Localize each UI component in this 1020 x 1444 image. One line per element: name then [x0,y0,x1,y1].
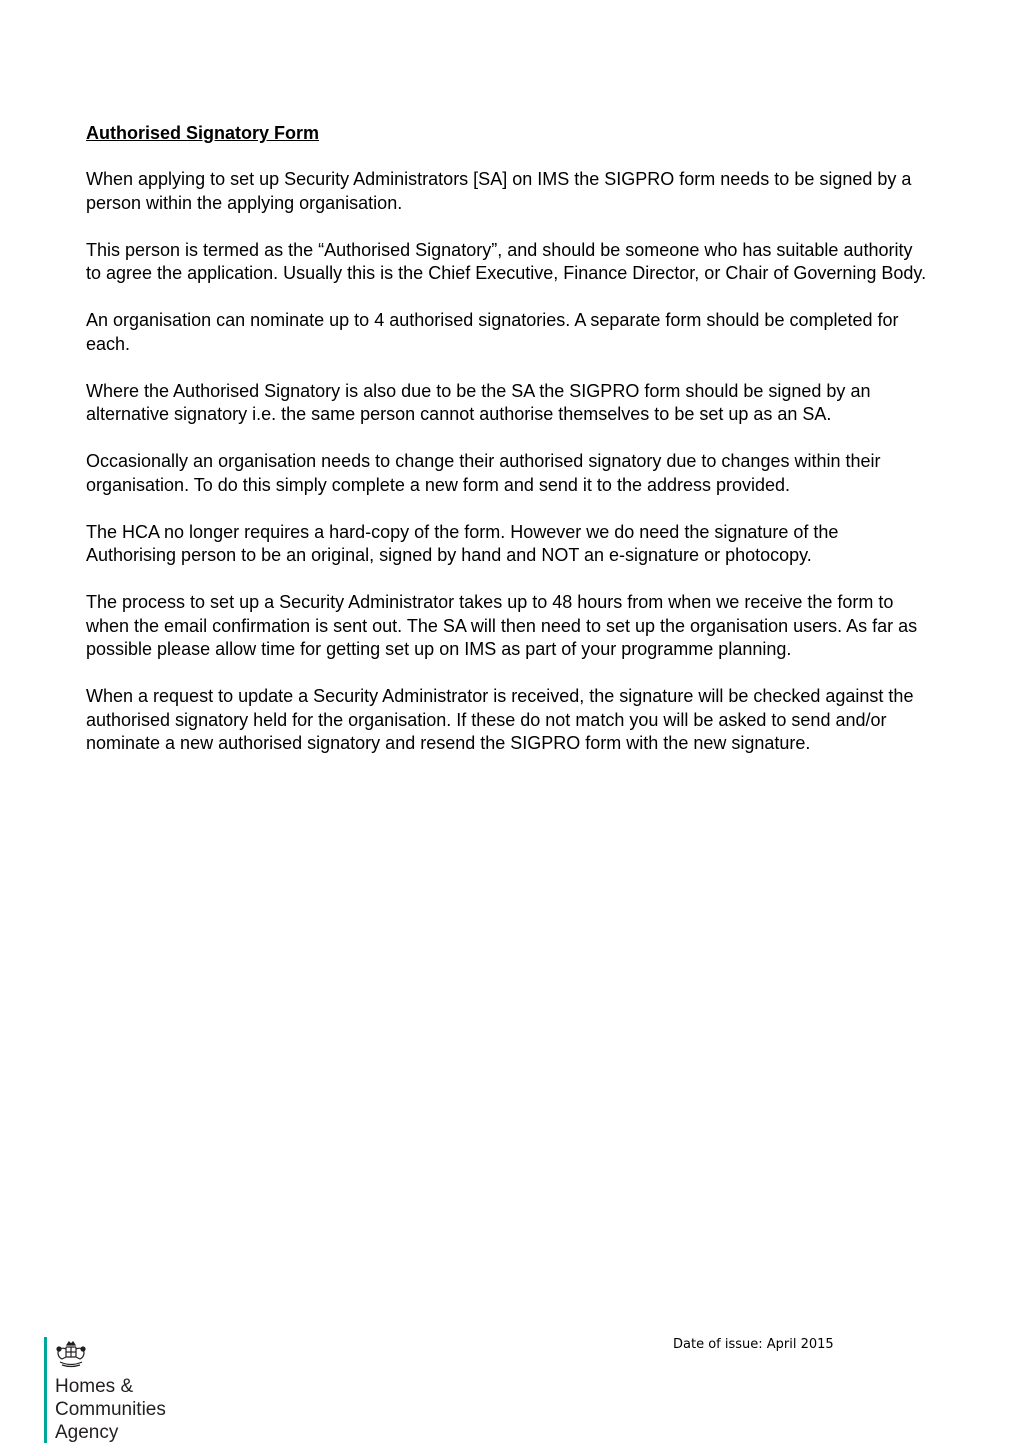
logo-line: Communities [55,1399,166,1420]
logo-wordmark [55,1375,166,1444]
paragraph: When applying to set up Security Administrators [SA] on IMS the SIGPRO form needs to be signed by a person within the applying organisation. [86,169,912,213]
paragraph: Occasionally an organisation needs to change their authorised signatory due to changes within their organisation. To do this simply complete a new form and send it to the address provided. [86,451,881,495]
document-body [86,168,932,779]
logo-accent-bar [44,1337,47,1443]
royal-crest-icon [54,1339,88,1371]
logo-line: Agency [55,1422,119,1443]
paragraph: The process to set up a Security Administrator takes up to 48 hours from when we receive the form to when the email confirmation is sent out. The SA will then need to set up the organisation users. As far as possible please allow time for getting set up on IMS as part of your programme planning. [86,592,918,659]
paragraph: An organisation can nominate up to 4 authorised signatories. A separate form should be completed for each. [86,310,899,354]
hca-logo [44,1337,244,1443]
paragraph: When a request to update a Security Administrator is received, the signature will be checked against the authorised signatory held for the organisation. If these do not match you will be asked to send and/or nominate a new authorised signatory and resend the SIGPRO form with the new signature. [86,686,914,753]
document-title: Authorised Signatory Form [86,123,320,143]
paragraph: This person is termed as the “Authorised Signatory”, and should be someone who has suitable authority to agree the application. Usually this is the Chief Executive, Finance Director, or Chair of Governing Body. [86,239,927,283]
date-of-issue: Date of issue: April 2015 [673,1337,834,1352]
paragraph: Where the Authorised Signatory is also due to be the SA the SIGPRO form should be signed by an alternative signatory i.e. the same person cannot authorise themselves to be set up as an SA. [86,380,871,424]
logo-line: Homes & [55,1376,134,1397]
paragraph: The HCA no longer requires a hard-copy of the form. However we do need the signature of the Authorising person to be an original, signed by hand and NOT an e-signature or photocopy. [86,521,839,565]
